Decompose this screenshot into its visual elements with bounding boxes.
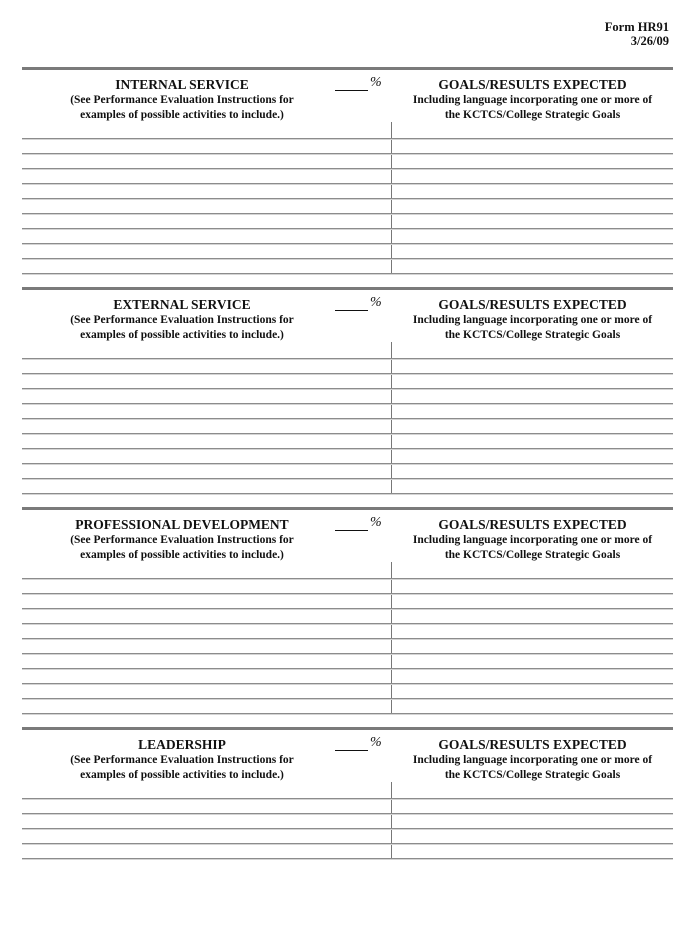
percent-sign: % [370,295,382,310]
section-leadership [22,727,673,947]
activity-entry-field[interactable] [22,479,390,492]
rule-line [22,273,673,275]
activity-entry-field[interactable] [22,374,390,387]
activity-entry-field[interactable] [22,609,390,622]
activity-entry-field[interactable] [22,434,390,447]
category-title: LEADERSHIP [138,737,226,752]
activity-entry-field[interactable] [22,624,390,637]
activity-entry-field[interactable] [22,404,390,417]
form-identifier [605,20,669,48]
goal-entry-field[interactable] [393,479,673,492]
weight-percent-field[interactable] [335,75,387,93]
section-internal-service [22,67,673,287]
weight-percent-field[interactable] [335,295,387,313]
section-professional-development [22,507,673,727]
goal-entry-field[interactable] [393,579,673,592]
category-title: PROFESSIONAL DEVELOPMENT [75,517,289,532]
goals-instructions [392,753,673,782]
goals-instructions [392,313,673,342]
column-divider [391,782,392,858]
activity-entry-field[interactable] [22,419,390,432]
goal-entry-field[interactable] [393,154,673,167]
percent-sign: % [370,515,382,530]
goal-entry-field[interactable] [393,199,673,212]
form-date: 3/26/09 [630,34,669,48]
activity-entry-field[interactable] [22,799,390,812]
activity-entry-field[interactable] [22,244,390,257]
percent-sign: % [370,75,382,90]
category-instructions [22,313,342,342]
goal-entry-field[interactable] [393,229,673,242]
activity-entry-field[interactable] [22,449,390,462]
percent-blank-line[interactable] [335,310,368,311]
category-instructions [22,533,342,562]
activity-entry-field[interactable] [22,654,390,667]
activity-entry-field[interactable] [22,154,390,167]
activity-entry-field[interactable] [22,464,390,477]
goals-title: GOALS/RESULTS EXPECTED [438,77,627,92]
goals-instructions [392,93,673,122]
goal-entry-field[interactable] [393,639,673,652]
goal-entry-field[interactable] [393,139,673,152]
goal-entry-field[interactable] [393,844,673,857]
activity-entry-field[interactable] [22,699,390,712]
weight-percent-field[interactable] [335,735,387,753]
goals-instructions [392,533,673,562]
goals-line-1: Including language incorporating one or more of [412,314,653,326]
instructions-line-1: (See Performance Evaluation Instructions for [70,94,294,106]
goal-entry-field[interactable] [393,449,673,462]
goal-entry-field[interactable] [393,799,673,812]
goals-title: GOALS/RESULTS EXPECTED [438,737,627,752]
goal-entry-field[interactable] [393,359,673,372]
goal-entry-field[interactable] [393,699,673,712]
activity-entry-field[interactable] [22,684,390,697]
activity-entry-field[interactable] [22,169,390,182]
goals-line-2: the KCTCS/College Strategic Goals [444,548,621,561]
goal-entry-field[interactable] [393,404,673,417]
rule-line [22,713,673,715]
goal-entry-field[interactable] [393,609,673,622]
goal-entry-field[interactable] [393,419,673,432]
activity-entry-field[interactable] [22,389,390,402]
goals-line-2: the KCTCS/College Strategic Goals [444,108,621,121]
section-divider [22,507,673,510]
goal-entry-field[interactable] [393,594,673,607]
goals-line-1: Including language incorporating one or more of [412,754,653,766]
goal-entry-field[interactable] [393,814,673,827]
percent-blank-line[interactable] [335,750,368,751]
instructions-line-1: (See Performance Evaluation Instructions for [70,754,294,766]
goal-entry-field[interactable] [393,389,673,402]
activity-entry-field[interactable] [22,259,390,272]
section-divider [22,727,673,730]
goals-line-2: the KCTCS/College Strategic Goals [444,328,621,341]
goals-title: GOALS/RESULTS EXPECTED [438,297,627,312]
activity-entry-field[interactable] [22,139,390,152]
category-title: EXTERNAL SERVICE [113,297,251,312]
rule-line [22,493,673,495]
activity-entry-field[interactable] [22,844,390,857]
category-title: INTERNAL SERVICE [115,77,249,92]
goals-title: GOALS/RESULTS EXPECTED [438,517,627,532]
percent-blank-line[interactable] [335,530,368,531]
instructions-line-2: examples of possible activities to include.) [80,328,284,341]
goal-entry-field[interactable] [393,464,673,477]
percent-blank-line[interactable] [335,90,368,91]
goal-entry-field[interactable] [393,259,673,272]
rule-line [22,858,673,860]
instructions-line-2: examples of possible activities to include.) [80,548,284,561]
instructions-line-1: (See Performance Evaluation Instructions for [70,534,294,546]
goal-entry-field[interactable] [393,829,673,842]
instructions-line-2: examples of possible activities to include.) [80,108,284,121]
activity-entry-field[interactable] [22,829,390,842]
goals-line-1: Including language incorporating one or more of [412,534,653,546]
activity-entry-field[interactable] [22,359,390,372]
activity-entry-field[interactable] [22,594,390,607]
goal-entry-field[interactable] [393,684,673,697]
goal-entry-field[interactable] [393,434,673,447]
goal-entry-field[interactable] [393,214,673,227]
goal-entry-field[interactable] [393,624,673,637]
category-instructions [22,753,342,782]
activity-entry-field[interactable] [22,669,390,682]
goal-entry-field[interactable] [393,169,673,182]
instructions-line-2: examples of possible activities to include.) [80,768,284,781]
section-divider [22,287,673,290]
activity-entry-field[interactable] [22,214,390,227]
percent-sign: % [370,735,382,750]
activity-entry-field[interactable] [22,229,390,242]
goals-line-2: the KCTCS/College Strategic Goals [444,768,621,781]
instructions-line-1: (See Performance Evaluation Instructions for [70,314,294,326]
goal-entry-field[interactable] [393,654,673,667]
activity-entry-field[interactable] [22,184,390,197]
goal-entry-field[interactable] [393,374,673,387]
section-divider [22,67,673,70]
form-number: Form HR91 [604,20,669,34]
goals-line-1: Including language incorporating one or more of [412,94,653,106]
activity-entry-field[interactable] [22,199,390,212]
section-external-service [22,287,673,507]
activity-entry-field[interactable] [22,814,390,827]
goal-entry-field[interactable] [393,244,673,257]
activity-entry-field[interactable] [22,579,390,592]
weight-percent-field[interactable] [335,515,387,533]
goal-entry-field[interactable] [393,184,673,197]
goal-entry-field[interactable] [393,669,673,682]
category-instructions [22,93,342,122]
activity-entry-field[interactable] [22,639,390,652]
